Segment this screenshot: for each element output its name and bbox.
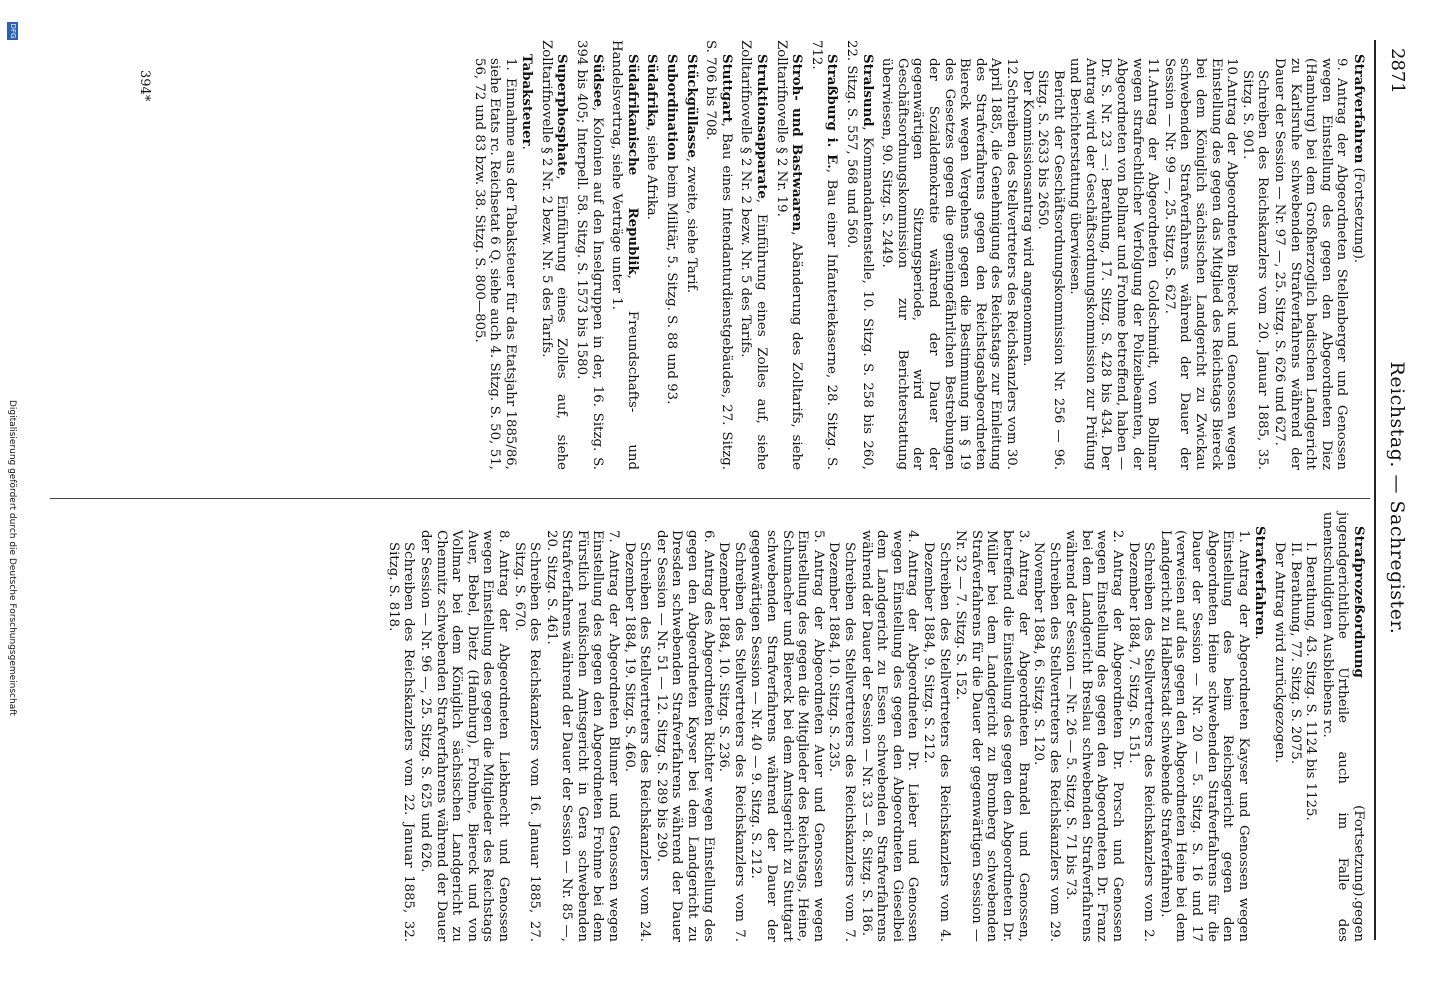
entry-numbered-item (471, 40, 518, 470)
left-column (467, 40, 1366, 470)
item-text: Antrag des Abgeordneten Richter wegen Einstellung des gegen den Abgeordneten Kayser bei dem Landgericht zu Dresden schwebenden Strafverfahrens während der Dauer der Session — Nr. 51 — 12. Sitzg. S. 289 bis 290. (653, 530, 716, 942)
entry-numbered-item (1063, 512, 1125, 942)
entry-numbered-item (879, 40, 1019, 470)
entry-subline: Schreiben des Stellvertreters des Reichskanzlers vom 7. Dezember 1884, 10. Sitzg. S. 235. (826, 542, 857, 942)
entry-subline: Schreiben des Stellvertreters des Reichskanzlers vom 24. Dezember 1884, 19. Sitzg. S. 460. (621, 542, 653, 942)
entry-text: , Einführung eines Zolles auf, siehe Zolltarifnovelle § 2 Nr. 2 bezw. Nr. 5 des Tarifs. (738, 40, 770, 470)
entry-headword: Strafverfahren (1351, 54, 1366, 164)
entry-headword: Strafprozeßordnung (1351, 526, 1366, 678)
entry-head-suffix: (Fortsetzung). (1351, 677, 1366, 901)
index-entry (1271, 512, 1366, 942)
item-number: 1. (1235, 530, 1251, 543)
entry-headword: Stuttgart (718, 54, 734, 123)
item-number: 11. (1145, 58, 1161, 80)
index-entry (644, 40, 660, 470)
entry-numbered-item (1161, 40, 1239, 470)
item-text: Antrag der Abgeordneten Dr. Lieber und Genossen wegen Einstellung des gegen den Abgeordneten Gieselbei dem Landgericht zu Essen schwebenden Strafverfahrens während der Dauer der Session — Nr. 33 — 8. Sitzg. S. 186. (858, 530, 921, 942)
column-divider (50, 498, 1370, 499)
entry-numbered-item (543, 512, 621, 942)
entry-subline: Der Kommissionsantrag wird angenommen. (1019, 70, 1035, 367)
entry-text: , zweite, siehe Tarif. (683, 157, 699, 294)
index-entry (471, 40, 534, 470)
entry-text: , Freundschafts- und Handelsvertrag, siehe Verträge unter 1. (609, 40, 640, 470)
entry-subline: Schreiben des Reichskanzlers vom 22. Januar 1885, 32. Sitzg. S. 818. (385, 542, 417, 942)
index-entry (773, 40, 804, 470)
entry-headword: Stralsund (859, 54, 875, 127)
entry-headword: Straßburg i. E. (824, 54, 840, 169)
entry-headword: Südafrika (644, 54, 660, 127)
index-entry (538, 40, 569, 470)
entry-text: , Einführung eines Zolles auf, siehe Zolltarifnovelle § 2 Nr. 2 bezw. Nr. 5 des Tarifs. (538, 40, 570, 470)
entry-headword: Stückgüllasse (683, 54, 699, 158)
item-text: Antrag der Abgeordneten Brandel und Genossen, betreffend die Einstellung des gegen den Abgeordneten Dr. Müller bei dem Landgericht zu Bromberg schwebenden Strafverfahrens für die Dauer der gegenwärtigen Session — Nr. 32 — 7. Sitzg. S. 152. (953, 530, 1031, 942)
entry-subline: Schreiben des Stellvertreters des Reichskanzlers vom 7. Dezember 1884, 10. Sitzg. S. 236. (716, 542, 747, 942)
item-text: Antrag der Abgeordneten Stellenberger und Genossen wegen Einstellung des gegen den Abgeordneten Diez (Hamburg) bei dem Großherzoglich badischen Landgericht zu Karlsruhe schwebenden Strafverfahrens während der Dauer der Session — Nr. 97 —, 25. Sitzg. S. 626 und 627. (1272, 58, 1350, 470)
entry-subline: Schreiben des Stellvertreters des Reichskanzlers vom 2. Dezember 1884, 7. Sitzg. S. 151. (1125, 542, 1157, 942)
index-entry (683, 40, 699, 470)
index-entry (879, 40, 1366, 470)
item-number: 6. (700, 530, 716, 543)
entry-head-suffix: (Fortsetzung). (1351, 163, 1366, 264)
entry-headword: Stroh- und Bastwaaren (789, 54, 805, 232)
entry-headword: Strafverfahren (1252, 526, 1268, 636)
entry-text: gegen jugendgerichtliche Urtheile auch im Falle des unentschuldigten Ausbleibens rc. (1319, 512, 1366, 942)
item-number: 2. (1110, 530, 1126, 543)
item-number: 12. (1003, 58, 1019, 80)
entry-numbered-item (953, 512, 1031, 942)
page-number: 2871 (1387, 48, 1408, 94)
item-number: 3. (1015, 530, 1031, 543)
item-text: Antrag der Abgeordneten Blumer und Genossen wegen Einstellung des gegen den Abgeordneten Frohme bei dem Fürstlich reußischen Amtsgericht in Gera schwebenden Strafverfahrens während der Dauer der Session — Nr. 85 —, 20. Sitzg. S. 461. (543, 530, 622, 942)
sheet-mark: 394* (137, 70, 152, 102)
index-entry (385, 512, 1267, 942)
item-number: 5. (810, 530, 826, 543)
entry-subline: Schreiben des Reichskanzlers vom 20. Januar 1885, 35. Sitzg. S. 901. (1239, 70, 1271, 470)
entry-headword: Tabaksteuer (519, 54, 535, 146)
entry-subline: Der Antrag wird zurückgezogen. (1272, 542, 1288, 763)
entry-numbered-item (653, 512, 715, 942)
item-number: 1. (502, 58, 518, 71)
page-header (1382, 28, 1412, 968)
index-entry (574, 40, 605, 470)
entry-text: beim Militär, 5. Sitzg. S. 88 und 93. (664, 160, 680, 405)
entry-headword: Subordination (664, 54, 680, 161)
entry-subline: Schreiben des Stellvertreters des Reichskanzlers vom 4. Dezember 1884, 9. Sitzg. S. 212. (920, 542, 952, 942)
entry-numbered-item (748, 512, 826, 942)
entry-headword: Struktionsapparate (754, 54, 770, 199)
item-text: Einnahme aus der Tabaksteuer für das Etatsjahr 1885/86, siehe Etats rc. Reichsetat 6 Q. siehe auch 4. Sitzg. S. 50, 51, 56, 72 und 83 bzw. 38. Sitzg. S. 800—805. (471, 58, 518, 470)
index-entry (703, 40, 734, 470)
entry-numbered-item (1067, 40, 1161, 470)
digitization-note: Digitalisierung gefördert durch die Deutsche Forschungsgemeinschaft (7, 400, 17, 716)
index-entry (609, 40, 640, 470)
entry-numbered-item (858, 512, 920, 942)
page-title: Reichstag. — Sachregister. (1386, 361, 1408, 635)
entry-headword: Südafrikanische Republik (624, 54, 640, 275)
item-text: Antrag der Abgeordneten Dr. Porsch und Genossen wegen Einstellung des gegen den Abgeordneten Dr. Franz bei dem Landgericht Breslau schwebenden Strafverfahrens während der Session — Nr. 26 — 5. Sitzg. S. 71 bis 73. (1063, 530, 1126, 942)
dfg-logo: DFG (9, 23, 17, 39)
entry-headword: Superphosphate (554, 54, 570, 176)
item-text: Antrag der Abgeordneten Auer und Genossen wegen Einstellung des gegen die Mitglieder des Reichstags, Heine, Schumacher und Biereck bei dem Amtsgericht zu Stuttgart schwebenden Strafverfahrens während der Dauer der gegenwärtigen Session — Nr. 40 — 9. Sitzg. S. 212. (748, 530, 826, 942)
index-entry (738, 40, 769, 470)
entry-text: . (519, 145, 535, 150)
header-rule (1374, 40, 1376, 940)
item-text: Antrag der Abgeordneten Biereck und Genossen wegen Einstellung des gegen das Mitglied des Reichstags Biereck bei dem Königlich sächsischen Landgericht zu Zwickau schwebenden Strafverfahrens während der Dauer der Session — Nr. 99 —, 25. Sitzg. S. 627. (1161, 58, 1240, 470)
entry-text: , Bau einer Infanteriekaserne, 28. Sitzg. S. 712. (808, 40, 840, 470)
entry-headword: Südsee (589, 54, 605, 107)
entry-numbered-item (417, 512, 511, 942)
entry-subline: I. Berathung, 43. Sitzg. S. 1124 bis 1125. (1303, 542, 1319, 821)
item-number: 9. (1334, 58, 1350, 71)
entry-subline: Schreiben des Reichskanzlers vom 16. Januar 1885, 27. Sitzg. S. 670. (511, 542, 543, 942)
item-number: 4. (905, 530, 921, 543)
entry-text: , Kommandantenstelle, 10. Sitzg. S. 258 bis 260, 22. Sitzg. S. 557, 568 und 560. (844, 40, 875, 470)
entry-text: , Bau eines Intendanturdienstgebäudes, 27. Sitzg. S. 706 bis 708. (703, 40, 734, 470)
entry-text: . (1252, 635, 1268, 640)
entry-subline: Bericht der Geschäftsordnungskommission Nr. 256 — 96. Sitzg. S. 2633 bis 2650. (1035, 70, 1066, 470)
entry-subline: II. Berathung, 77. Sitzg. S. 2075. (1287, 542, 1303, 765)
item-text: Antrag der Abgeordneten Goldschmidt, von Bollmar wegen strafrechtlicher Verfolgung der Polizeibeamten, der Abgeordneten von Bollmar und Frohme betreffend, haben — Dr. S. Nr. 23 —: Berathung, 17. Sitzg. S. 428 bis 434. Der Antrag wird der Geschäftsordnungskommission zur Prüfung und Berichterstattung überwiesen. (1067, 58, 1161, 470)
item-number: 7. (606, 530, 622, 543)
entry-numbered-item (1157, 512, 1251, 942)
entry-text: , Kolonien auf den Inselgruppen in der, 16. Sitzg. S. 394 bis 405; Interpell. 58. Sitzg. S. 1573 bis 1580. (574, 40, 605, 470)
entry-numbered-item (1271, 40, 1349, 470)
item-text: Schreiben des Stellvertreters des Reichskanzlers vom 30. April 1885, die Genehmigung des Reichstags zur Einleitung des Strafverfahrens gegen den Reichstagsabgeordneten Biereck wegen Vergehens gegen die Bestimmung im § 19 des Gesetzes gegen die gemeingefährlichen Bestrebungen der Sozialdemokratie während der Dauer der gegenwärtigen Sitzungsperiode, wird der Geschäftsordnungskommission zur Berichterstattung überwiesen, 90. Sitzg. S. 2449. (879, 58, 1019, 470)
right-column (381, 512, 1366, 942)
index-entry (663, 40, 679, 470)
item-text: Antrag der Abgeordneten Liebknecht und Genossen wegen Einstellung des gegen die Mitglieder des Reichstags Auer, Bebel, Dietz (Hamburg), Frohme, Biereck und von Vollmar bei dem Königlich sächsischen Landgericht zu Chemnitz schwebenden Strafverfahrens während der Dauer der Session — Nr. 96 —, 25. Sitzg. S. 625 und 626. (417, 530, 511, 942)
entry-text: , siehe Afrika. (644, 126, 660, 220)
item-number: 10. (1224, 58, 1240, 80)
item-text: Antrag der Abgeordneten Kayser und Genossen wegen Einstellung des beim Reichsgericht gegen den Abgeordneten Heine schwebenden Strafverfahrens für die Dauer der Session — Nr. 20 — 5. Sitzg. S. 16 und 17 (verweisen auf das gegen den Abgeordneten Heine bei dem Landgericht zu Halberstadt schwebende Strafverfahren). (1157, 530, 1251, 942)
entry-text: , Abänderung des Zolltarifs, siehe Zolltarifnovelle § 2 Nr. 19. (773, 40, 805, 470)
index-entry (808, 40, 839, 470)
index-entry (843, 40, 874, 470)
item-number: 8. (495, 530, 511, 543)
entry-subline: Schreiben des Stellvertreters des Reichskanzlers vom 29. November 1884, 6. Sitzg. S. 120. (1031, 542, 1062, 942)
